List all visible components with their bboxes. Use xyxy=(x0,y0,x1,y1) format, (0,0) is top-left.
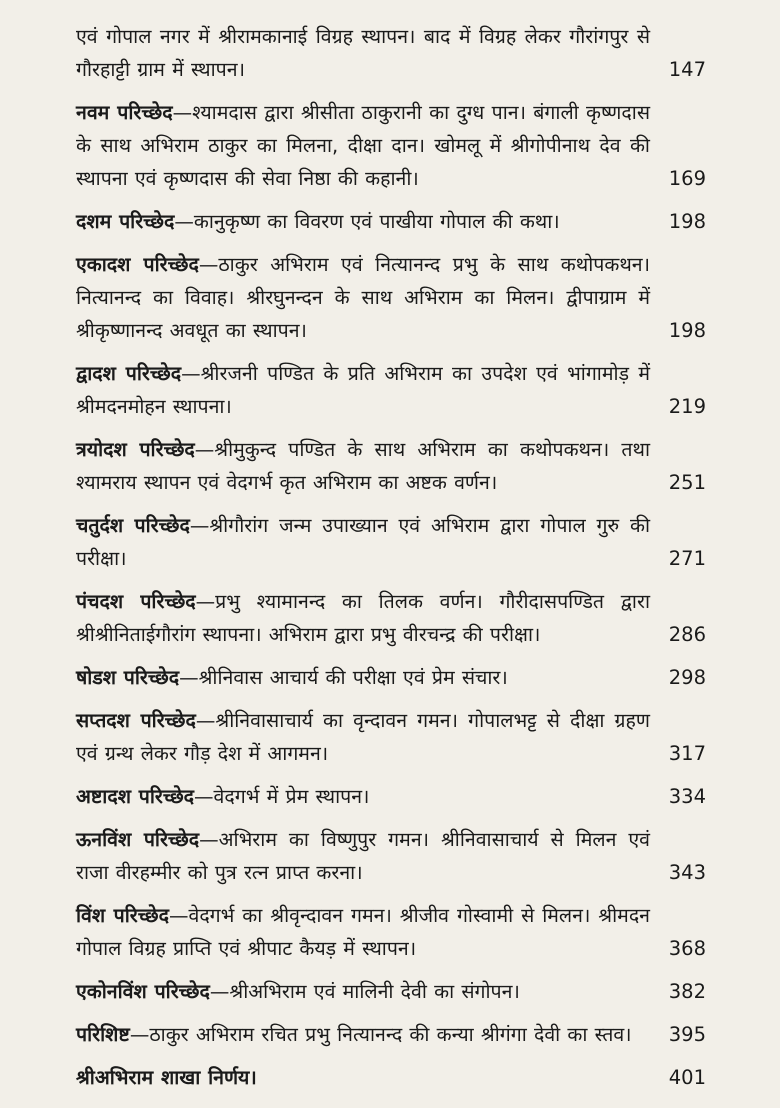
page-number: 198 xyxy=(668,319,706,342)
chapter-heading: एकोनविंश परिच्छेद xyxy=(76,980,210,1003)
toc-entry xyxy=(76,585,706,651)
chapter-heading: श्रीअभिराम शाखा निर्णय। xyxy=(76,1066,257,1089)
chapter-description: —वेदगर्भ में प्रेम स्थापन। xyxy=(194,785,370,808)
entry-text-block xyxy=(76,357,650,423)
page-number: 198 xyxy=(668,210,706,233)
chapter-heading: पंचदश परिच्छेद xyxy=(76,590,196,613)
entry-text-block xyxy=(76,661,650,694)
page-number: 271 xyxy=(668,547,706,570)
toc-entry xyxy=(76,823,706,889)
toc-entry xyxy=(76,704,706,770)
toc-entry xyxy=(76,975,706,1008)
page-number: 169 xyxy=(668,167,706,190)
page-number: 395 xyxy=(668,1023,706,1046)
chapter-description: —अभिराम का विष्णुपुर गमन। श्रीनिवासाचार्य से मिलन एवं राजा वीरहम्मीर को पुत्र रत्न प्राप्त करना। xyxy=(76,828,650,884)
toc-entry xyxy=(76,96,706,195)
entry-text-block xyxy=(76,1061,650,1094)
page-number: 343 xyxy=(668,861,706,884)
toc-entry xyxy=(76,357,706,423)
chapter-heading: त्रयोदश परिच्छेद xyxy=(76,438,195,461)
toc-entry xyxy=(76,205,706,238)
chapter-description: —कानुकृष्ण का विवरण एवं पाखीया गोपाल की कथा। xyxy=(174,210,560,233)
page-number: 382 xyxy=(668,980,706,1003)
chapter-heading: अष्टादश परिच्छेद xyxy=(76,785,195,808)
toc-entry xyxy=(76,780,706,813)
page-number: 334 xyxy=(668,785,706,808)
chapter-description: —वेदगर्भ का श्रीवृन्दावन गमन। श्रीजीव गोस्वामी से मिलन। श्रीमदन गोपाल विग्रह प्राप्ति एवं श्रीपाट कैयड़ में स्थापन। xyxy=(76,904,650,960)
chapter-heading: एकादश परिच्छेद xyxy=(76,253,199,276)
chapter-description: —श्रीनिवास आचार्य की परीक्षा एवं प्रेम संचार। xyxy=(179,666,508,689)
chapter-heading: चतुर्दश परिच्छेद xyxy=(76,514,190,537)
toc-entry xyxy=(76,899,706,965)
chapter-heading: षोडश परिच्छेद xyxy=(76,666,180,689)
toc-entry xyxy=(76,1018,706,1051)
page-number: 298 xyxy=(668,666,706,689)
page-number: 401 xyxy=(668,1066,706,1089)
entry-text-block xyxy=(76,20,650,86)
entry-text-block xyxy=(76,248,650,347)
entry-text-block xyxy=(76,975,650,1008)
toc-entry xyxy=(76,20,706,86)
page-number: 251 xyxy=(668,471,706,494)
toc-entry xyxy=(76,1061,706,1094)
page-number: 286 xyxy=(668,623,706,646)
chapter-description: —श्रीनिवासाचार्य का वृन्दावन गमन। गोपालभट्ट से दीक्षा ग्रहण एवं ग्रन्थ लेकर गौड़ देश में आगमन। xyxy=(76,709,650,765)
chapter-description: —श्रीमुकुन्द पण्डित के साथ अभिराम का कथोपकथन। तथा श्यामराय स्थापन एवं वेदगर्भ कृत अभिराम का अष्टक वर्णन। xyxy=(76,438,650,494)
chapter-heading: परिशिष्ट xyxy=(76,1023,130,1046)
entry-text-block xyxy=(76,585,650,651)
chapter-description: —श्रीअभिराम एवं मालिनी देवी का संगोपन। xyxy=(209,980,520,1003)
page-number: 147 xyxy=(668,58,706,81)
entry-text-block xyxy=(76,899,650,965)
entry-text-block xyxy=(76,509,650,575)
chapter-description: एवं गोपाल नगर में श्रीरामकानाई विग्रह स्थापन। बाद में विग्रह लेकर गौरांगपुर से गौरहाट्टी ग्राम में स्थापन। xyxy=(76,25,650,81)
chapter-description: —ठाकुर अभिराम एवं नित्यानन्द प्रभु के साथ कथोपकथन। नित्यानन्द का विवाह। श्रीरघुनन्दन के साथ अभिराम का मिलन। द्वीपाग्राम में श्रीकृष्णानन्द अवधूत का स्थापन। xyxy=(76,253,651,342)
toc-entry xyxy=(76,661,706,694)
chapter-heading: द्वादश परिच्छेद xyxy=(76,362,182,385)
entry-text-block xyxy=(76,1018,650,1051)
page-number: 317 xyxy=(668,742,706,765)
chapter-heading: दशम परिच्छेद xyxy=(76,210,175,233)
chapter-heading: विंश परिच्छेद xyxy=(76,904,169,927)
chapter-description: —श्रीगौरांग जन्म उपाख्यान एवं अभिराम द्वारा गोपाल गुरु की परीक्षा। xyxy=(76,514,651,570)
chapter-description: —श्यामदास द्वारा श्रीसीता ठाकुरानी का दुग्ध पान। बंगाली कृष्णदास के साथ अभिराम ठाकुर का मिलना, दीक्षा दान। खोमलू में श्रीगोपीनाथ देव की स्थापना एवं कृष्णदास की सेवा निष्ठा की कहानी। xyxy=(76,101,650,190)
chapter-heading: सप्तदश परिच्छेद xyxy=(76,709,196,732)
entry-text-block xyxy=(76,704,650,770)
chapter-heading: नवम परिच्छेद xyxy=(76,101,173,124)
toc-entry xyxy=(76,248,706,347)
toc-entry xyxy=(76,509,706,575)
entry-text-block xyxy=(76,433,650,499)
page-number: 368 xyxy=(668,937,706,960)
entry-text-block xyxy=(76,205,650,238)
toc-entry xyxy=(76,433,706,499)
chapter-description: —प्रभु श्यामानन्द का तिलक वर्णन। गौरीदासपण्डित द्वारा श्रीश्रीनिताईगौरांग स्थापना। अभिराम द्वारा प्रभु वीरचन्द्र की परीक्षा। xyxy=(76,590,651,646)
chapter-heading: ऊनविंश परिच्छेद xyxy=(76,828,200,851)
chapter-description: —ठाकुर अभिराम रचित प्रभु नित्यानन्द की कन्या श्रीगंगा देवी का स्तव। xyxy=(129,1023,632,1046)
entry-text-block xyxy=(76,780,650,813)
entry-text-block xyxy=(76,96,650,195)
chapter-description: —श्रीरजनी पण्डित के प्रति अभिराम का उपदेश एवं भांगामोड़ में श्रीमदनमोहन स्थापना। xyxy=(76,362,651,418)
page-number: 219 xyxy=(668,395,706,418)
entry-text-block xyxy=(76,823,650,889)
